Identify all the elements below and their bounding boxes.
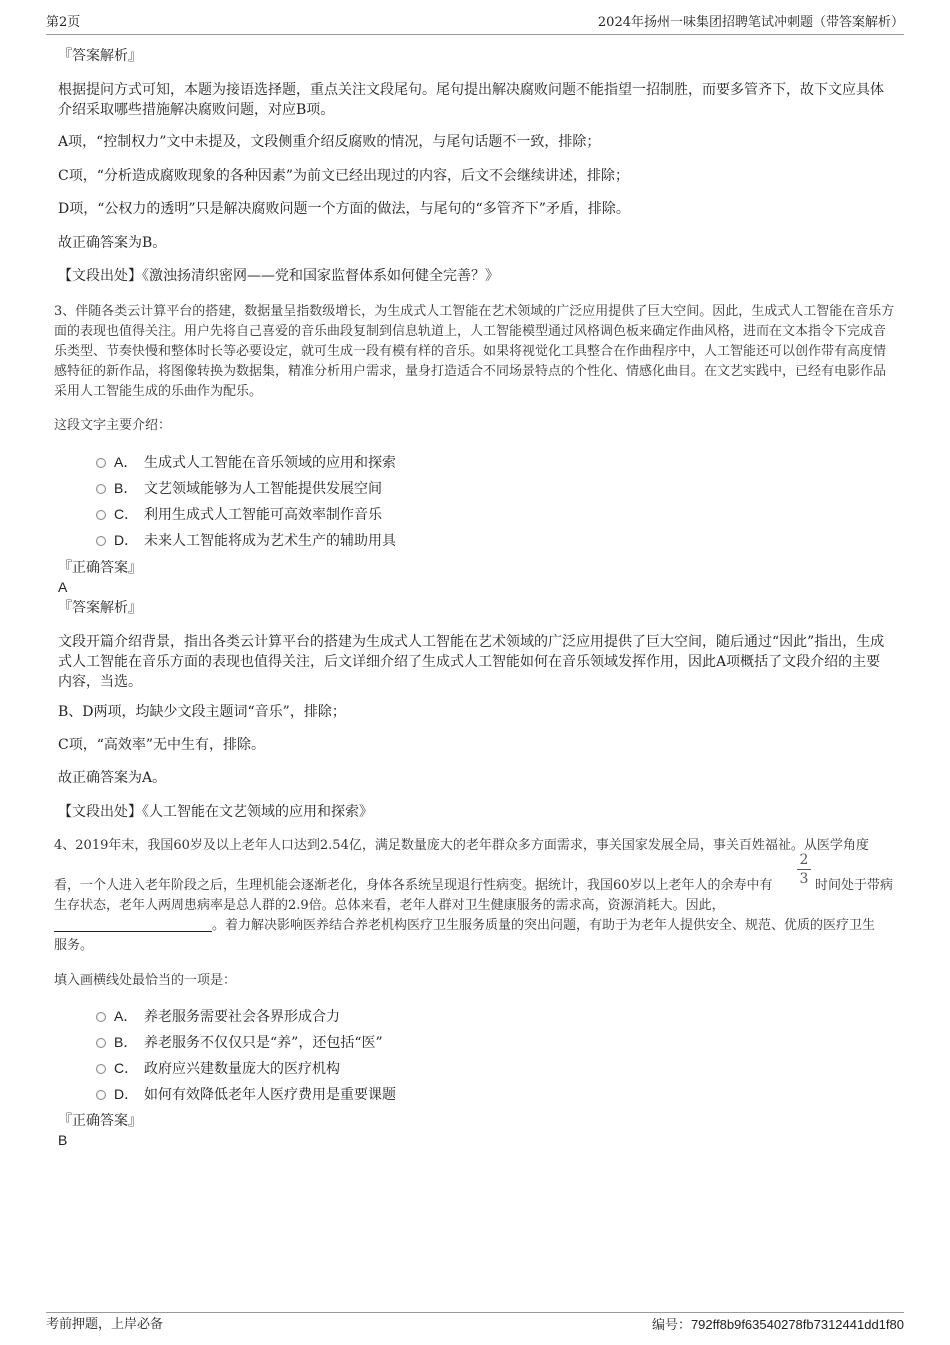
option-letter: D． — [114, 532, 139, 548]
option-text: 生成式人工智能在音乐领域的应用和探索 — [144, 455, 396, 471]
option-text: 养老服务需要社会各界形成合力 — [144, 1009, 340, 1025]
footer-serial — [652, 1315, 904, 1336]
radio-button[interactable] — [96, 1038, 106, 1048]
q2-analysis-option-d: D项，“公权力的透明”只是解决腐败问题一个方面的做法，与尾句的“多管齐下”矛盾，排除。 — [58, 201, 630, 217]
fraction-numerator: 2 — [799, 852, 809, 868]
radio-button[interactable] — [96, 510, 106, 520]
q2-analysis-option-c: C项，“分析造成腐败现象的各种因素”为前文已经出现过的内容，后文不会继续讲述，排除； — [58, 168, 630, 184]
q4-correct-label: 『正确答案』 — [58, 1113, 142, 1129]
option-letter: C． — [114, 506, 139, 522]
q2-analysis-label: 『答案解析』 — [58, 48, 142, 64]
radio-button[interactable] — [96, 1012, 106, 1022]
q4-stem-line-4-text: 。着力解决影响医养结合养老机构医疗卫生服务质量的突出问题，有助于为老年人提供安全、规范、优质的医疗卫生 — [212, 918, 876, 933]
q3-option-d[interactable] — [96, 530, 396, 551]
q4-option-b[interactable] — [96, 1032, 383, 1053]
q3-stem: 3、伴随各类云计算平台的搭建，数据量呈指数级增长，为生成式人工智能在艺术领域的广泛应用提供了巨大空间。因此，生成式人工智能在音乐方面的表现也值得关注。用户先将自己喜爱的音乐曲段复制到信息轨道上，人工智能模型通过风格调色板来确定作曲风格，进而在文本指令下完成音乐类型、节奏快慢和整体时长等必要设定，就可生成一段有模有样的音乐。如果将视觉化工具整合在作曲程序中，人工智能还可以创作带有高度情感特征的新作品，将图像转换为数据集，精准分析用户需求，量身打造适合不同场景特点的个性化、情感化曲目。在文艺实践中，已经有电影作品采用人工智能生成的乐曲作为配乐。 — [54, 304, 895, 399]
option-letter: A． — [114, 1008, 138, 1024]
page-header — [46, 14, 904, 35]
q4-stem-line-2a: 看，一个人进入老年阶段之后，生理机能会逐渐老化，身体各系统呈现退行性病变。据统计，我国60岁以上老年人的余寿中有 — [54, 878, 773, 893]
q3-option-a[interactable] — [96, 452, 396, 473]
page-number: 第2页 — [46, 15, 81, 30]
q4-option-a[interactable] — [96, 1006, 340, 1027]
q3-option-c[interactable] — [96, 504, 382, 525]
option-letter: C． — [114, 1060, 139, 1076]
footer-slogan: 考前押题，上岸必备 — [46, 1317, 164, 1332]
fill-in-blank — [54, 917, 212, 932]
q2-analysis-paragraph: 根据提问方式可知，本题为接语选择题，重点关注文段尾句。尾句提出解决腐败问题不能指望一招制胜，而要多管齐下，故下文应具体介绍采取哪些措施解决腐败问题，对应B项。 — [58, 82, 884, 118]
q4-option-d[interactable] — [96, 1084, 396, 1105]
option-text: 文艺领域能够为人工智能提供发展空间 — [144, 481, 382, 497]
q3-question: 这段文字主要介绍： — [54, 418, 172, 433]
serial-number: 792ff8b9f63540278fb7312441dd1f80 — [690, 1317, 904, 1332]
q3-option-b[interactable] — [96, 478, 382, 499]
q4-correct-answer: B — [58, 1132, 68, 1148]
q4-stem-line-4 — [54, 916, 875, 936]
radio-button[interactable] — [96, 1064, 106, 1074]
q4-question: 填入画横线处最恰当的一项是： — [54, 973, 237, 988]
option-text: 如何有效降低老年人医疗费用是重要课题 — [144, 1087, 396, 1103]
q2-conclusion: 故正确答案为B。 — [58, 235, 167, 251]
q3-correct-label: 『正确答案』 — [58, 560, 142, 576]
fraction-denominator: 3 — [799, 871, 809, 887]
q3-analysis-label: 『答案解析』 — [58, 600, 142, 616]
q4-stem-line-5: 服务。 — [54, 938, 94, 953]
radio-button[interactable] — [96, 484, 106, 494]
radio-button[interactable] — [96, 536, 106, 546]
option-letter: D． — [114, 1086, 139, 1102]
q3-source: 【文段出处】《人工智能在文艺领域的应用和探索》 — [58, 804, 373, 820]
option-letter: B． — [114, 1034, 138, 1050]
option-text: 利用生成式人工智能可高效率制作音乐 — [144, 507, 382, 523]
fraction-two-thirds — [797, 852, 811, 887]
q3-conclusion: 故正确答案为A。 — [58, 770, 167, 786]
option-text: 政府应兴建数量庞大的医疗机构 — [144, 1061, 340, 1077]
q2-source: 【文段出处】《激浊扬清织密网——党和国家监督体系如何健全完善？》 — [58, 268, 499, 284]
q4-stem-line-3: 生存状态，老年人两周患病率是总人群的2.9倍。总体来看，老年人群对卫生健康服务的需求高，资源消耗大。因此， — [54, 898, 725, 913]
q3-correct-answer: A — [58, 579, 68, 595]
q4-stem-line-2b: 时间处于带病 — [815, 878, 894, 893]
q3-analysis-option-c: C项，“高效率”无中生有，排除。 — [58, 737, 266, 753]
document-title: 2024年扬州一味集团招聘笔试冲刺题（带答案解析） — [597, 15, 904, 30]
q4-option-c[interactable] — [96, 1058, 340, 1079]
radio-button[interactable] — [96, 1090, 106, 1100]
q3-analysis-option-bd: B、D两项，均缺少文段主题词“音乐”，排除； — [58, 704, 346, 720]
radio-button[interactable] — [96, 458, 106, 468]
option-text: 未来人工智能将成为艺术生产的辅助用具 — [144, 533, 396, 549]
serial-label: 编号： — [651, 1318, 691, 1333]
q2-analysis-option-a: A项，“控制权力”文中未提及，文段侧重介绍反腐败的情况，与尾句话题不一致，排除； — [58, 134, 601, 150]
q4-stem-line-1: 4、2019年末，我国60岁及以上老年人口达到2.54亿，满足数量庞大的老年群众多方面需求，事关国家发展全局，事关百姓福祉。从医学角度 — [54, 838, 869, 853]
option-letter: B． — [114, 480, 138, 496]
q3-analysis-paragraph: 文段开篇介绍背景，指出各类云计算平台的搭建为生成式人工智能在艺术领域的广泛应用提供了巨大空间，随后通过“因此”指出，生成式人工智能在音乐方面的表现也值得关注，后文详细介绍了生成式人工智能如何在音乐领域发挥作用，因此A项概括了文段介绍的主要内容，当选。 — [58, 634, 885, 690]
option-text: 养老服务不仅仅只是“养”，还包括“医” — [144, 1035, 383, 1051]
option-letter: A． — [114, 454, 138, 470]
page-footer — [46, 1312, 904, 1337]
